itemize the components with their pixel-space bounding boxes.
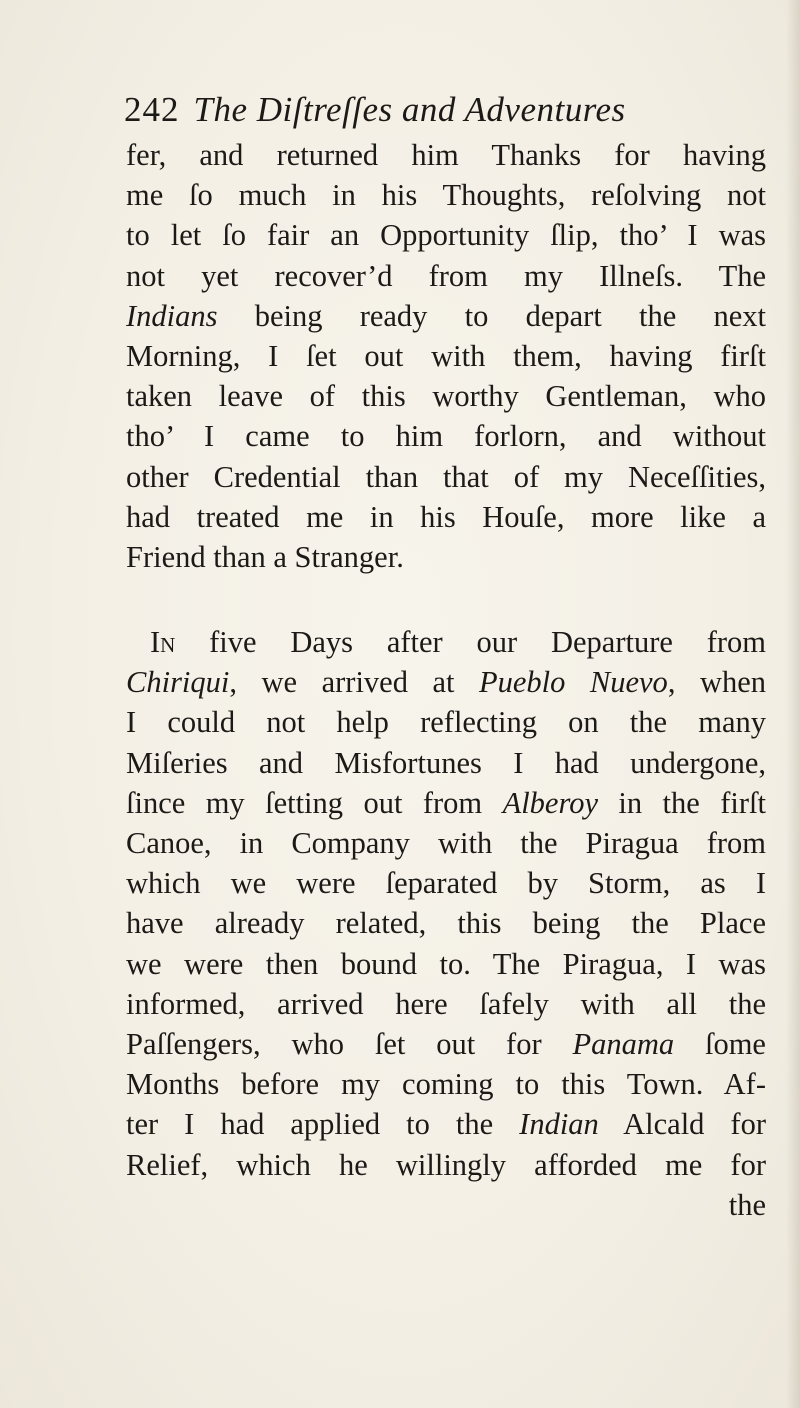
text-segment: Months before my coming to this Town. Af-	[126, 1067, 766, 1102]
text-segment: me ſo much in his Thoughts, reſolving not	[126, 178, 766, 213]
paragraph-gap	[126, 577, 766, 622]
text-segment: to let ſo fair an Opportunity ſlip, tho’ I was	[126, 218, 766, 253]
text-segment: Friend than a Stranger.	[126, 539, 404, 574]
italic-text: Indian	[519, 1107, 599, 1142]
text-line	[126, 336, 766, 376]
text-segment: have already related, this being the Place	[126, 906, 766, 941]
text-segment: I could not help reflecting on the many	[126, 705, 766, 740]
text-segment: which we were ſeparated by Storm, as I	[126, 866, 766, 901]
italic-text: Alberoy	[502, 785, 598, 820]
paragraph-1	[126, 135, 766, 577]
text-line	[126, 622, 766, 662]
text-segment: Morning, I ſet out with them, having firſt	[126, 338, 766, 373]
page-edge-shadow	[786, 0, 800, 1408]
text-line	[126, 1104, 766, 1144]
text-segment: ſome	[674, 1026, 766, 1061]
text-line	[126, 256, 766, 296]
text-segment: taken leave of this worthy Gentleman, who	[126, 379, 766, 414]
text-line	[126, 497, 766, 537]
italic-text: Indians	[126, 298, 218, 333]
text-line	[126, 984, 766, 1024]
text-segment: Miſeries and Misfortunes I had undergone,	[126, 745, 766, 780]
body-text	[126, 135, 766, 1225]
text-segment: , when	[667, 665, 766, 700]
text-line	[126, 783, 766, 823]
catchword: the	[728, 1187, 766, 1222]
text-segment: I	[150, 625, 161, 660]
text-line	[126, 1024, 766, 1064]
text-segment: we were then bound to. The Piragua, I was	[126, 946, 766, 981]
text-line	[126, 702, 766, 742]
text-line	[126, 135, 766, 175]
italic-text: Chiriqui	[126, 665, 230, 700]
text-segment: other Credential than that of my Neceſſities,	[126, 459, 766, 494]
text-segment: being ready to depart the next	[217, 298, 766, 333]
text-segment: ter I had applied to the	[126, 1107, 520, 1142]
text-segment: in the firſt	[597, 785, 766, 820]
text-segment: Alcald for	[598, 1107, 766, 1142]
text-segment: not yet recover’d from my Illneſs. The	[126, 258, 766, 293]
text-segment: had treated me in his Houſe, more like a	[126, 499, 766, 534]
page-number: 242	[124, 90, 180, 129]
text-line	[126, 944, 766, 984]
paragraph-2	[126, 622, 766, 1185]
text-line	[126, 457, 766, 497]
text-segment: five Days after our Departure from	[175, 625, 766, 660]
text-segment: informed, arrived here ſafely with all the	[126, 986, 766, 1021]
text-line	[126, 376, 766, 416]
text-line	[126, 537, 766, 577]
text-line	[126, 175, 766, 215]
text-segment: ſince my ſetting out from	[126, 785, 503, 820]
text-segment: fer, and returned him Thanks for having	[126, 138, 766, 172]
text-line	[126, 416, 766, 456]
running-head	[124, 88, 764, 132]
italic-text: Panama	[572, 1026, 675, 1061]
italic-text: Pueblo Nuevo	[478, 665, 668, 700]
text-line	[126, 1064, 766, 1104]
text-segment: , we arrived at	[229, 665, 479, 700]
text-line	[126, 903, 766, 943]
text-line	[126, 743, 766, 783]
text-segment: tho’ I came to him forlorn, and without	[126, 419, 766, 454]
small-caps-text: n	[160, 625, 176, 660]
text-segment: Paſſengers, who ſet out for	[126, 1026, 573, 1061]
text-line	[126, 823, 766, 863]
text-segment: Canoe, in Company with the Piragua from	[126, 826, 766, 860]
text-segment: Relief, which he willingly afforded me for	[126, 1147, 766, 1182]
text-line	[126, 662, 766, 702]
text-line	[126, 1145, 766, 1185]
text-line	[126, 296, 766, 336]
running-title: The Diſtreſſes and Adventures	[193, 90, 626, 129]
text-line	[126, 215, 766, 255]
text-line	[126, 863, 766, 903]
